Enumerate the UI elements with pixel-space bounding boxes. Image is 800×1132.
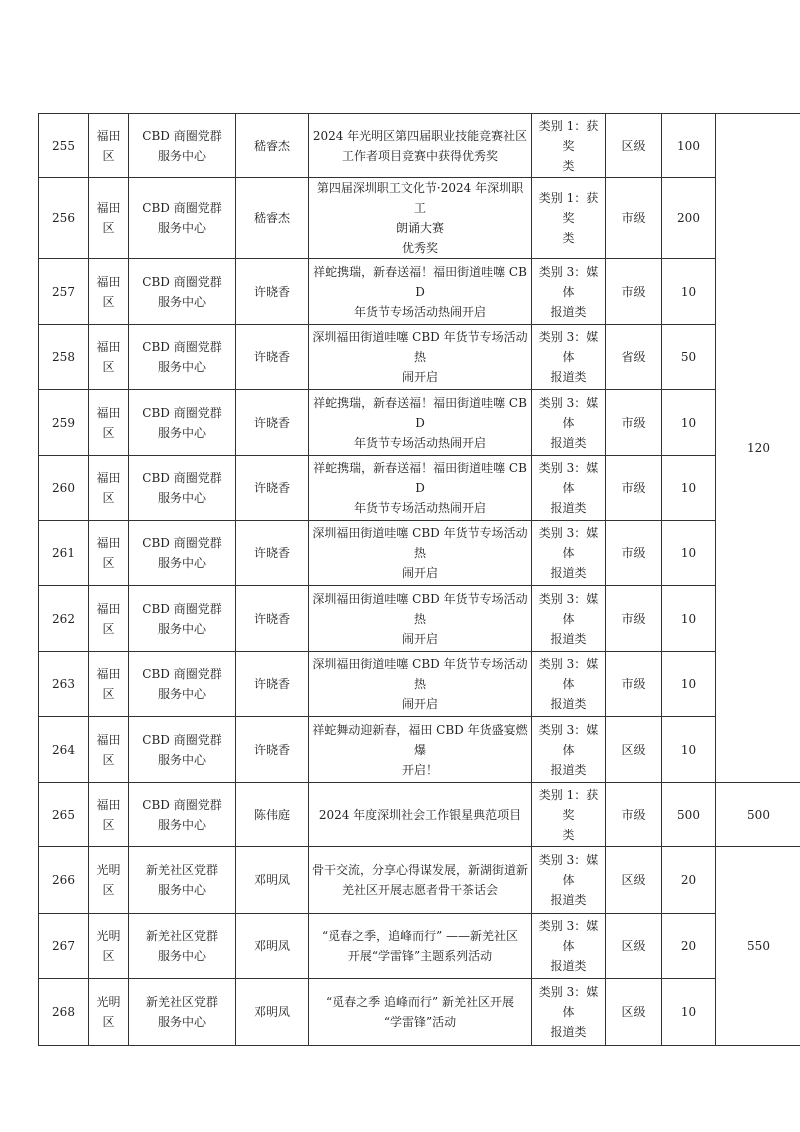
- category-cell-line: 报道类: [550, 959, 587, 973]
- organization-cell-line: CBD 商圈党群: [142, 340, 222, 354]
- organization-cell-line: CBD 商圈党群: [142, 536, 222, 550]
- category-cell-line: 报道类: [550, 1025, 587, 1039]
- category-cell: [532, 259, 606, 325]
- person-name-cell: 许晓香: [236, 456, 309, 521]
- row-number: 257: [39, 259, 89, 325]
- district-cell: 福田区: [89, 717, 129, 783]
- category-cell-line: 类别 3：媒体: [538, 591, 599, 626]
- category-cell-line: 类别 1：获奖: [538, 118, 599, 153]
- person-name-cell: 许晓香: [236, 717, 309, 783]
- score-cell: 10: [662, 652, 716, 717]
- award-item-cell: [309, 114, 532, 178]
- level-cell: 区级: [606, 114, 662, 178]
- category-cell: [532, 456, 606, 521]
- organization-cell-line: CBD 商圈党群: [142, 667, 222, 681]
- person-name-cell: 邓明凤: [236, 914, 309, 979]
- award-item-cell-line: 深圳福田街道哇噻 CBD 年货节专场活动热: [312, 657, 528, 691]
- district-cell: 福田区: [89, 178, 129, 259]
- row-number: 255: [39, 114, 89, 178]
- organization-cell-line: CBD 商圈党群: [142, 601, 222, 616]
- category-cell-line: 报道类: [550, 893, 587, 907]
- score-cell: 100: [662, 114, 716, 178]
- category-cell-line: 报道类: [550, 435, 587, 450]
- award-item-cell: [309, 652, 532, 717]
- award-item-cell: [309, 178, 532, 259]
- category-cell: [532, 979, 606, 1046]
- award-item-cell-line: 优秀奖: [401, 241, 438, 255]
- organization-cell: [129, 979, 236, 1046]
- category-cell: [532, 717, 606, 783]
- category-cell-line: 类别 3：媒体: [538, 657, 599, 691]
- organization-cell: [129, 114, 236, 178]
- level-cell: 市级: [606, 456, 662, 521]
- table-row: [39, 456, 800, 521]
- category-cell-line: 报道类: [550, 370, 587, 384]
- score-cell: 200: [662, 178, 716, 259]
- organization-cell-line: 服务中心: [157, 817, 206, 832]
- organization-cell-line: 服务中心: [157, 491, 206, 505]
- district-cell: 福田区: [89, 390, 129, 456]
- award-item-cell-line: 羌社区开展志愿者骨干茶话会: [341, 883, 498, 897]
- category-cell-line: 类别 3：媒体: [538, 722, 599, 757]
- award-item-cell-line: “觅春之季，追峰而行” ——新羌社区: [321, 929, 519, 943]
- award-item-cell-line: 第四届深圳职工文化节·2024 年深圳职工: [316, 181, 524, 215]
- organization-cell-line: 服务中心: [157, 148, 206, 163]
- level-cell: 区级: [606, 847, 662, 914]
- award-item-cell-line: 祥蛇携瑞，新春送福！福田街道哇噻 CBD: [313, 395, 527, 430]
- category-cell-line: 类别 3：媒体: [538, 985, 599, 1019]
- category-cell-line: 类别 3：媒体: [538, 919, 599, 953]
- award-item-cell: [309, 259, 532, 325]
- score-cell: 10: [662, 456, 716, 521]
- award-item-cell-line: 年货节专场活动热闹开启: [353, 501, 486, 515]
- category-cell: [532, 783, 606, 847]
- category-cell: [532, 114, 606, 178]
- category-cell: [532, 178, 606, 259]
- category-cell: [532, 390, 606, 456]
- award-item-cell-line: 闹开启: [401, 370, 438, 384]
- award-item-cell: [309, 456, 532, 521]
- organization-cell-line: 新羌社区党群: [145, 863, 218, 877]
- organization-cell-line: 服务中心: [157, 883, 206, 897]
- award-item-cell: [309, 325, 532, 390]
- organization-cell: [129, 521, 236, 586]
- person-name-cell: 许晓香: [236, 521, 309, 586]
- district-cell: 福田区: [89, 783, 129, 847]
- level-cell: 区级: [606, 914, 662, 979]
- award-item-cell-line: “学雷锋”活动: [383, 1015, 457, 1029]
- award-item-cell-line: 年货节专场活动热闹开启: [353, 304, 486, 319]
- organization-cell-line: CBD 商圈党群: [142, 471, 222, 485]
- award-item-cell: [309, 717, 532, 783]
- level-cell: 市级: [606, 652, 662, 717]
- organization-cell-line: CBD 商圈党群: [142, 732, 222, 747]
- category-cell-line: 类别 1：获奖: [538, 191, 599, 225]
- district-cell: 福田区: [89, 586, 129, 652]
- district-cell: 福田区: [89, 114, 129, 178]
- organization-cell-line: 新羌社区党群: [145, 995, 218, 1009]
- table-row: [39, 783, 800, 847]
- category-cell-line: 类别 3：媒体: [538, 853, 599, 887]
- award-item-cell: [309, 390, 532, 456]
- table-row: [39, 652, 800, 717]
- row-number: 267: [39, 914, 89, 979]
- table-row: [39, 717, 800, 783]
- award-item-cell: [309, 586, 532, 652]
- category-cell-line: 报道类: [550, 631, 587, 646]
- organization-cell: [129, 783, 236, 847]
- category-cell-line: 类: [562, 231, 575, 245]
- level-cell: 市级: [606, 586, 662, 652]
- level-cell: 市级: [606, 178, 662, 259]
- organization-cell-line: 服务中心: [157, 752, 206, 767]
- organization-cell: [129, 325, 236, 390]
- score-cell: 50: [662, 325, 716, 390]
- organization-cell: [129, 717, 236, 783]
- table-row: [39, 114, 800, 178]
- award-item-cell: [309, 521, 532, 586]
- row-number: 261: [39, 521, 89, 586]
- level-cell: 区级: [606, 717, 662, 783]
- award-item-cell-line: “觅春之季 追峰而行” 新羌社区开展: [326, 995, 514, 1009]
- award-item-cell-line: 2024 年度深圳社会工作银星典范项目: [318, 807, 522, 822]
- category-cell-line: 类别 3：媒体: [538, 461, 599, 495]
- row-number: 262: [39, 586, 89, 652]
- organization-cell: [129, 390, 236, 456]
- category-cell-line: 类别 3：媒体: [538, 330, 599, 364]
- level-cell: 市级: [606, 259, 662, 325]
- district-cell: 福田区: [89, 521, 129, 586]
- award-item-cell-line: 工作者项目竞赛中获得优秀奖: [341, 148, 498, 163]
- district-cell: 光明区: [89, 847, 129, 914]
- organization-cell-line: CBD 商圈党群: [142, 797, 222, 812]
- award-item-cell-line: 祥蛇舞动迎新春，福田 CBD 年货盛宴燃爆: [312, 722, 528, 757]
- row-number: 264: [39, 717, 89, 783]
- organization-cell-line: 服务中心: [157, 294, 206, 309]
- district-cell: 光明区: [89, 979, 129, 1046]
- table-row: [39, 178, 800, 259]
- district-cell: 光明区: [89, 914, 129, 979]
- award-item-cell-line: 深圳福田街道哇噻 CBD 年货节专场活动热: [312, 591, 528, 626]
- score-cell: 20: [662, 847, 716, 914]
- organization-cell-line: 服务中心: [157, 556, 206, 570]
- category-cell-line: 类别 3：媒体: [538, 395, 599, 430]
- organization-cell: [129, 652, 236, 717]
- score-cell: 10: [662, 521, 716, 586]
- award-item-cell-line: 开展“学雷锋”主题系列活动: [347, 949, 493, 963]
- level-cell: 市级: [606, 390, 662, 456]
- organization-cell: [129, 456, 236, 521]
- person-name-cell: 许晓香: [236, 390, 309, 456]
- person-name-cell: 嵇睿杰: [236, 114, 309, 178]
- person-name-cell: 许晓香: [236, 325, 309, 390]
- level-cell: 市级: [606, 521, 662, 586]
- row-number: 265: [39, 783, 89, 847]
- organization-cell-line: CBD 商圈党群: [142, 128, 222, 143]
- organization-cell: [129, 914, 236, 979]
- score-cell: 10: [662, 586, 716, 652]
- category-cell-line: 报道类: [550, 501, 587, 515]
- row-number: 263: [39, 652, 89, 717]
- organization-cell-line: 服务中心: [157, 221, 206, 235]
- row-number: 266: [39, 847, 89, 914]
- organization-cell-line: 新羌社区党群: [145, 929, 218, 943]
- table-body: [39, 114, 800, 1046]
- district-cell: 福田区: [89, 652, 129, 717]
- total-score-cell: 550: [716, 847, 800, 1046]
- award-item-cell-line: 闹开启: [401, 566, 438, 580]
- table-row: [39, 979, 800, 1046]
- district-cell: 福田区: [89, 259, 129, 325]
- award-item-cell-line: 深圳福田街道哇噻 CBD 年货节专场活动热: [312, 526, 528, 560]
- award-item-cell-line: 年货节专场活动热闹开启: [353, 435, 486, 450]
- table-row: [39, 325, 800, 390]
- level-cell: 省级: [606, 325, 662, 390]
- score-cell: 10: [662, 390, 716, 456]
- organization-cell-line: 服务中心: [157, 687, 206, 701]
- score-cell: 10: [662, 259, 716, 325]
- category-cell-line: 报道类: [550, 304, 587, 319]
- category-cell-line: 类别 3：媒体: [538, 264, 599, 299]
- district-cell: 福田区: [89, 456, 129, 521]
- organization-cell: [129, 847, 236, 914]
- organization-cell: [129, 178, 236, 259]
- organization-cell: [129, 586, 236, 652]
- award-item-cell: [309, 914, 532, 979]
- person-name-cell: 邓明凤: [236, 979, 309, 1046]
- award-item-cell: [309, 783, 532, 847]
- award-item-cell-line: 深圳福田街道哇噻 CBD 年货节专场活动热: [312, 330, 528, 364]
- category-cell-line: 报道类: [550, 762, 587, 777]
- category-cell: [532, 325, 606, 390]
- row-number: 260: [39, 456, 89, 521]
- organization-cell-line: 服务中心: [157, 621, 206, 636]
- table-row: [39, 847, 800, 914]
- level-cell: 市级: [606, 783, 662, 847]
- organization-cell-line: CBD 商圈党群: [142, 405, 222, 420]
- category-cell: [532, 914, 606, 979]
- district-cell: 福田区: [89, 325, 129, 390]
- awards-table: [38, 113, 800, 1046]
- award-item-cell: [309, 847, 532, 914]
- category-cell-line: 类: [562, 158, 575, 173]
- table-row: [39, 259, 800, 325]
- person-name-cell: 邓明凤: [236, 847, 309, 914]
- total-score-cell: 120: [716, 114, 800, 783]
- person-name-cell: 嵇睿杰: [236, 178, 309, 259]
- organization-cell-line: 服务中心: [157, 425, 206, 440]
- person-name-cell: 许晓香: [236, 586, 309, 652]
- award-item-cell-line: 骨干交流，分享心得谋发展，新湖街道新: [311, 863, 528, 877]
- person-name-cell: 陈伟庭: [236, 783, 309, 847]
- table-row: [39, 521, 800, 586]
- category-cell-line: 报道类: [550, 697, 587, 711]
- category-cell: [532, 586, 606, 652]
- award-item-cell-line: 闹开启: [401, 631, 438, 646]
- level-cell: 区级: [606, 979, 662, 1046]
- score-cell: 10: [662, 717, 716, 783]
- organization-cell-line: CBD 商圈党群: [142, 274, 222, 289]
- table-row: [39, 914, 800, 979]
- table-row: [39, 390, 800, 456]
- score-cell: 20: [662, 914, 716, 979]
- organization-cell-line: CBD 商圈党群: [142, 201, 222, 215]
- row-number: 258: [39, 325, 89, 390]
- score-cell: 500: [662, 783, 716, 847]
- category-cell-line: 类: [562, 827, 575, 842]
- award-item-cell-line: 开启！: [401, 762, 438, 777]
- score-cell: 10: [662, 979, 716, 1046]
- row-number: 256: [39, 178, 89, 259]
- category-cell-line: 类别 1：获奖: [538, 787, 599, 822]
- award-item-cell-line: 2024 年光明区第四届职业技能竞赛社区: [312, 128, 528, 143]
- category-cell: [532, 847, 606, 914]
- table-row: [39, 586, 800, 652]
- award-item-cell-line: 祥蛇携瑞，新春送福！福田街道哇噻 CBD: [313, 461, 527, 495]
- person-name-cell: 许晓香: [236, 652, 309, 717]
- organization-cell: [129, 259, 236, 325]
- category-cell: [532, 652, 606, 717]
- category-cell-line: 类别 3：媒体: [538, 526, 599, 560]
- organization-cell-line: 服务中心: [157, 360, 206, 374]
- award-item-cell-line: 闹开启: [401, 697, 438, 711]
- organization-cell-line: 服务中心: [157, 949, 206, 963]
- row-number: 259: [39, 390, 89, 456]
- person-name-cell: 许晓香: [236, 259, 309, 325]
- row-number: 268: [39, 979, 89, 1046]
- total-score-cell: 500: [716, 783, 800, 847]
- category-cell-line: 报道类: [550, 566, 587, 580]
- category-cell: [532, 521, 606, 586]
- award-item-cell-line: 朗诵大赛: [395, 221, 444, 235]
- organization-cell-line: 服务中心: [157, 1015, 206, 1029]
- award-item-cell: [309, 979, 532, 1046]
- award-item-cell-line: 祥蛇携瑞，新春送福！福田街道哇噻 CBD: [313, 264, 527, 299]
